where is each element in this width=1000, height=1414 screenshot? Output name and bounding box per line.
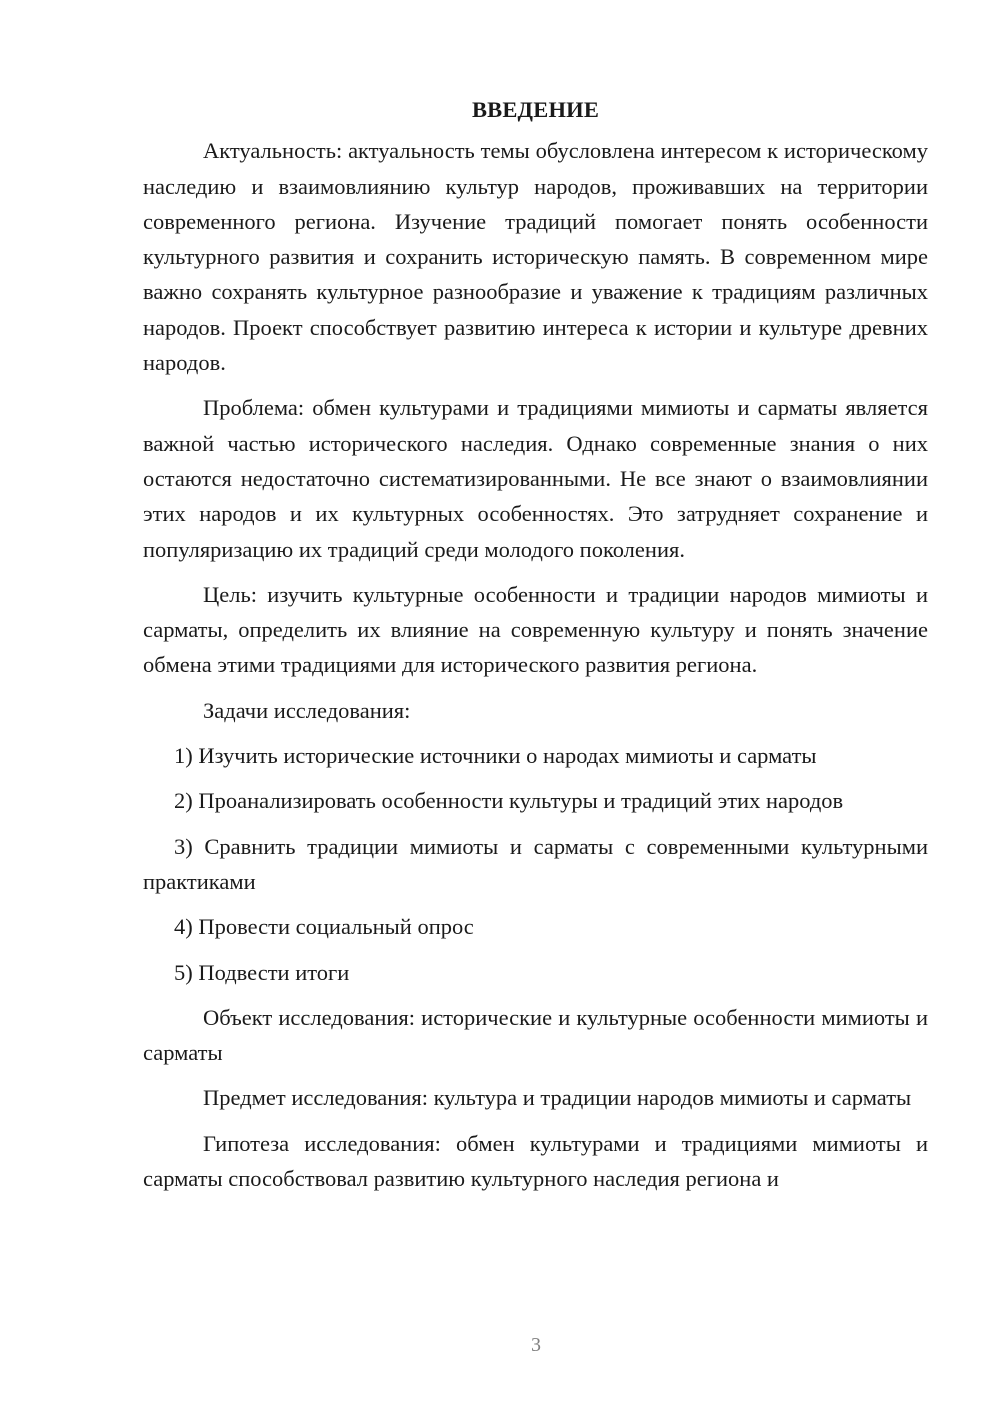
goal-paragraph: Цель: изучить культурные особенности и традиции народов мимиоты и сарматы, определить их влияние на современную культуру и понять значение обмена этими традициями для исторического развития региона. <box>143 581 928 678</box>
research-object-paragraph: Объект исследования: исторические и культурные особенности мимиоты и сарматы <box>143 1004 928 1066</box>
task-item-1: 1) Изучить исторические источники о народах мимиоты и сарматы <box>174 743 817 769</box>
page-title: ВВЕДЕНИЕ <box>471 97 600 122</box>
task-item-5: 5) Подвести итоги <box>174 959 350 985</box>
problem-paragraph: Проблема: обмен культурами и традициями мимиоты и сарматы является важной частью исторического наследия. Однако современные знания о них остаются недостаточно систематизированными. Не все знают о взаимовлиянии этих народов и их культурных особенностях. Это затрудняет сохранение и популяризацию их традиций среди молодого поколения. <box>143 395 928 562</box>
relevance-paragraph: Актуальность: актуальность темы обусловлена интересом к историческому наследию и взаимовлиянию культур народов, проживавших на территории современного региона. Изучение традиций помогает понять особенности культурного развития и сохранить историческую память. В современном мире важно сохранять культурное разнообразие и уважение к традициям различных народов. Проект способствует развитию интереса к истории и культуре древних народов. <box>143 138 928 376</box>
hypothesis-paragraph: Гипотеза исследования: обмен культурами и традициями мимиоты и сарматы способствовал развитию культурного наследия региона и <box>143 1130 928 1192</box>
task-item-3: 3) Сравнить традиции мимиоты и сарматы с современными культурными практиками <box>143 833 928 894</box>
task-item-2: 2) Проанализировать особенности культуры и традиций этих народов <box>174 788 844 814</box>
tasks-heading: Задачи исследования: <box>203 697 411 723</box>
page-content <box>143 92 928 1206</box>
task-item-4: 4) Провести социальный опрос <box>174 914 474 940</box>
page-number: 3 <box>531 1334 541 1356</box>
research-subject-paragraph: Предмет исследования: культура и традиции народов мимиоты и сарматы <box>203 1085 912 1111</box>
